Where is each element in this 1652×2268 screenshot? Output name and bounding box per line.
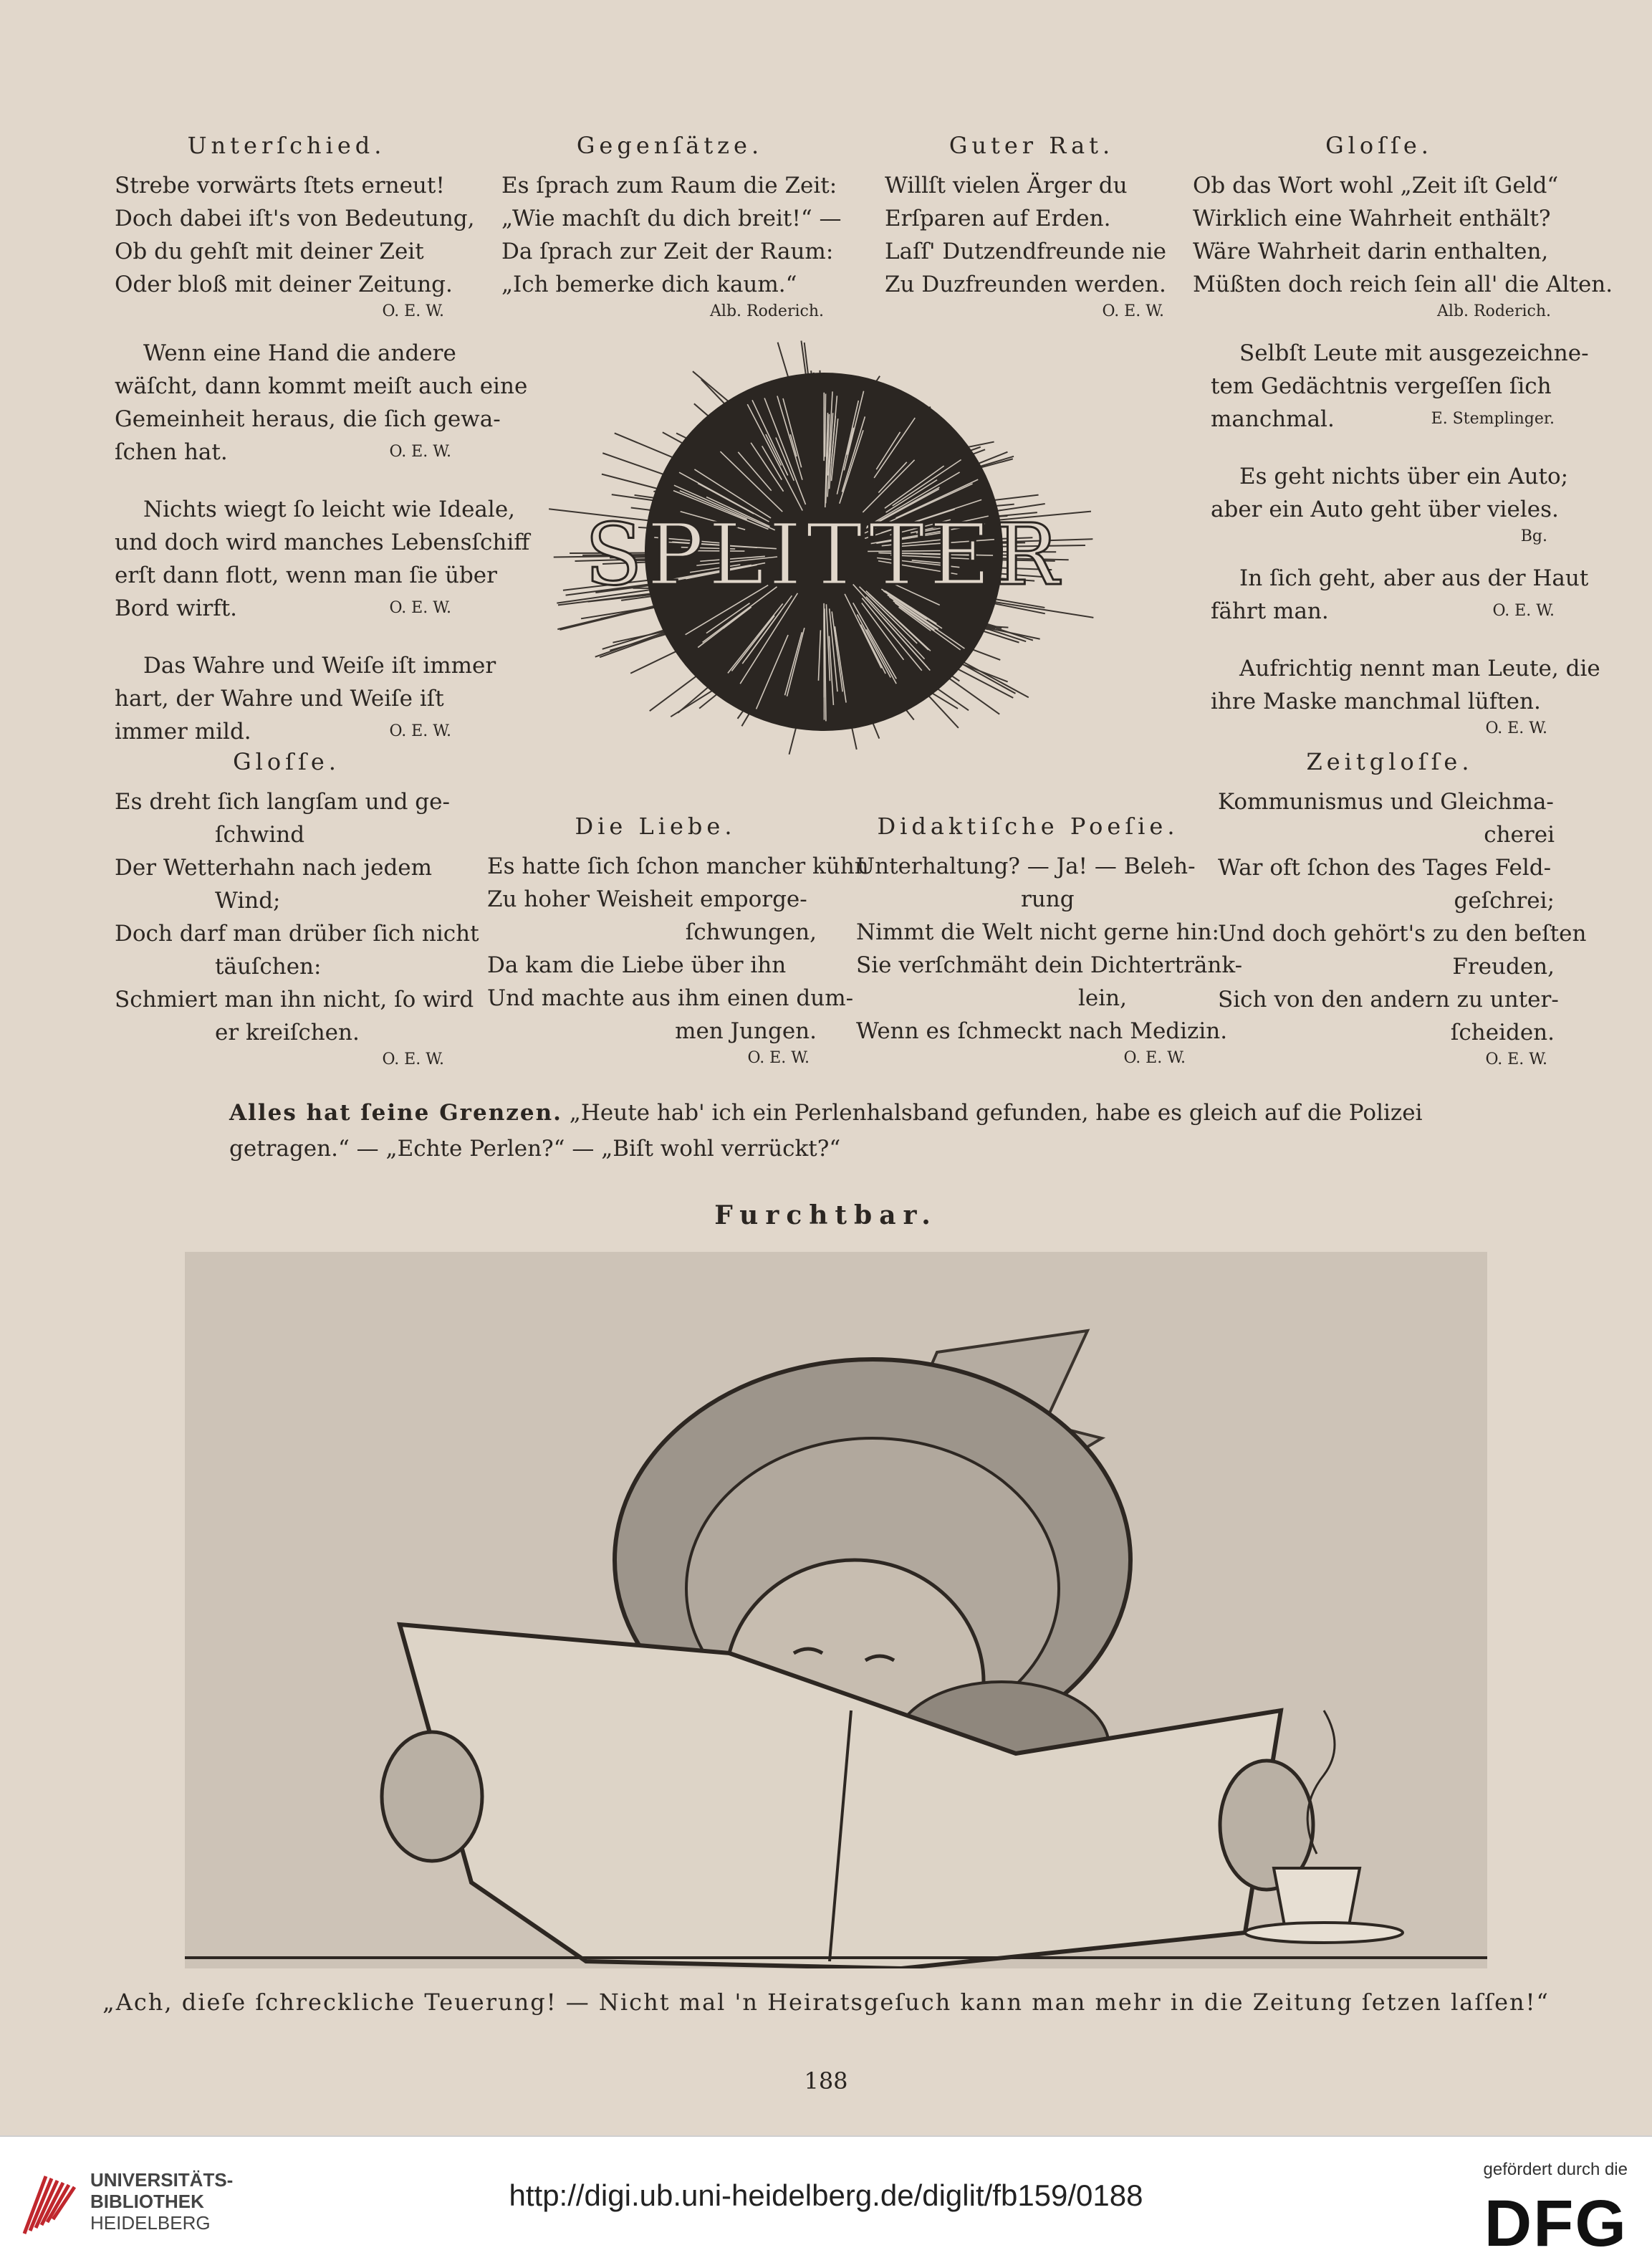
source-url-link[interactable]: http://digi.ub.uni-heidelberg.de/diglit/fb159/0188 [0,2178,1652,2213]
dfg-logo: DFG [1484,2191,1628,2257]
poem-line: „Wie machſt du dich breit!“ — [501,202,838,235]
library-name-line: HEIDELBERG [90,2212,233,2234]
poem-zeitglosse [1218,745,1562,1071]
poem-line: Ob du gehſt mit deiner Zeit [115,235,458,268]
aphorism-line: Nichts wiegt ſo leicht wie Ideale, [115,493,473,526]
aphorism-line: tem Gedächtnis vergeſſen ſich [1211,370,1562,403]
poem-line: Der Wetterhahn nach jedem [115,851,458,884]
aphorism [115,337,473,469]
aphorism-signature: Bg. [1211,526,1562,547]
poem-line: Nimmt die Welt nicht gerne hin: [856,916,1200,949]
poem-signature: O. E. W. [1218,1049,1562,1071]
poem-line: Wenn es ſchmeckt nach Medizin. [856,1015,1200,1048]
poem-line: Und doch gehört's zu den beſten [1218,917,1562,950]
poem-line: Kommunismus und Gleichma- [1218,785,1562,818]
splitter-title: SPLITTER [585,505,1063,604]
poem-line: cherei [1218,818,1562,851]
aphorism [1211,337,1562,436]
poem-line: Willſt vielen Ärger du [885,169,1178,202]
aphorism [1211,460,1562,547]
anecdote-heading: Alles hat ſeine Grenzen. [229,1100,562,1126]
poem-line: Zu hoher Weisheit emporge- [487,883,824,916]
aphorism-line: Selbſt Leute mit ausgezeichne- [1211,337,1562,370]
poem-signature: O. E. W. [856,1048,1200,1069]
aphorism-signature: O. E. W. [1211,718,1562,740]
library-name-line: UNIVERSITÄTS- [90,2169,233,2191]
aphorism-signature: O. E. W. [389,715,473,748]
poem-unterschied [115,129,458,322]
aphorism-line: hart, der Wahre und Weiſe iſt [115,682,473,715]
poem-line: ſchwind [115,818,458,851]
poem-line: Wäre Wahrheit darin enthalten, [1193,235,1565,268]
poem-line: Erſparen auf Erden. [885,202,1178,235]
poem-line: Sie verſchmäht dein Dichtertränk- [856,949,1200,982]
poem-title: Zeitgloſſe. [1218,745,1562,778]
poem-line: täuſchen: [115,950,458,983]
aphorism-line: Bord wirft. [115,592,237,625]
aphorism-line: erſt dann flott, wenn man ſie über [115,559,473,592]
funded-by-label: gefördert durch die [1484,2160,1628,2180]
aphorism-signature: E. Stemplinger. [1431,403,1562,436]
poem-line: Da ſprach zur Zeit der Raum: [501,235,838,268]
cartoon-title: Furchtbar. [0,1200,1652,1230]
aphorism [115,649,473,748]
aphorism [1211,652,1562,740]
cartoon-illustration [185,1252,1487,1968]
poem-line: er kreiſchen. [115,1016,458,1049]
poem-line: Doch dabei iſt's von Bedeutung, [115,202,458,235]
aphorism-line: ihre Maske manchmal lüften. [1211,685,1562,718]
poem-line: Laſſ' Dutzendfreunde nie [885,235,1178,268]
poem-title: Didaktiſche Poeſie. [856,810,1200,843]
aphorism [1211,562,1562,628]
poem-line: Freuden, [1218,950,1562,983]
poem-guter-rat [885,129,1178,322]
cartoon-caption: „Ach, dieſe ſchreckliche Teuerung! — Nicht mal 'n Heiratsgeſuch kann man mehr in die Zeitung ſetzen laſſen!“ [0,1989,1652,2016]
poem-line: men Jungen. [487,1015,824,1048]
anecdote-text: „Heute hab' ich ein Perlenhalsband gefunden, habe es gleich auf die Polizei getragen.“ — „Echte Perlen?“ — „Biſt wohl verrückt?“ [229,1100,1423,1162]
left-aphorisms [115,337,473,748]
poem-line: geſchrei; [1218,884,1562,917]
poem-title: Gloſſe. [115,745,458,778]
poem-line: Und machte aus ihm einen dum- [487,982,824,1015]
aphorism-line: Wenn eine Hand die andere [115,337,473,370]
library-name-line: BIBLIOTHEK [90,2191,233,2212]
poem-die-liebe [487,810,824,1069]
poem-line: Es ſprach zum Raum die Zeit: [501,169,838,202]
poem-line: Schmiert man ihn nicht, ſo wird [115,983,458,1016]
poem-line: Strebe vorwärts ſtets erneut! [115,169,458,202]
page-number: 188 [0,2067,1652,2095]
poem-title: Guter Rat. [885,129,1178,162]
poem-didaktische-poesie [856,810,1200,1069]
poem-signature: Alb. Roderich. [1193,301,1565,322]
poem-line: Unterhaltung? — Ja! — Beleh- [856,850,1200,883]
poem-line: „Ich bemerke dich kaum.“ [501,268,838,301]
right-aphorisms [1211,337,1562,740]
poem-line: Zu Duzfreunden werden. [885,268,1178,301]
poem-signature: O. E. W. [115,301,458,322]
poem-line: Es hatte ſich ſchon mancher kühn [487,850,824,883]
poem-title: Die Liebe. [487,810,824,843]
poem-line: Ob das Wort wohl „Zeit iſt Geld“ [1193,169,1565,202]
poem-title: Unterſchied. [115,129,458,162]
poem-line: Wind; [115,884,458,917]
poem-line: Sich von den andern zu unter- [1218,983,1562,1016]
poem-line: lein, [856,982,1200,1015]
poem-signature: O. E. W. [115,1049,458,1071]
poem-signature: O. E. W. [487,1048,824,1069]
aphorism-line: wäſcht, dann kommt meiſt auch eine [115,370,473,403]
poem-line: Da kam die Liebe über ihn [487,949,824,982]
footer-bar [0,2135,1652,2268]
aphorism-line: manchmal. [1211,403,1335,436]
aphorism-line: aber ein Auto geht über vieles. [1211,493,1562,526]
poem-signature: O. E. W. [885,301,1178,322]
poem-line: Wirklich eine Wahrheit enthält? [1193,202,1565,235]
aphorism-signature: O. E. W. [1492,595,1562,628]
poem-title: Gegenſätze. [501,129,838,162]
poem-glosse-top [1193,129,1565,322]
cartoon-drawing [185,1252,1487,1968]
aphorism-line: und doch wird manches Lebensſchiff [115,526,473,559]
poem-line: rung [856,883,1200,916]
aphorism-line: Gemeinheit heraus, die ſich gewa- [115,403,473,436]
poem-line: Müßten doch reich ſein all' die Alten. [1193,268,1565,301]
poem-line: Es dreht ſich langſam und ge- [115,785,458,818]
splitter-emblem [530,337,1118,767]
aphorism-line: immer mild. [115,715,251,748]
poem-line: ſcheiden. [1218,1016,1562,1049]
anecdote-grenzen [229,1095,1447,1167]
poem-signature: Alb. Roderich. [501,301,838,322]
poem-line: ſchwungen, [487,916,824,949]
poem-gegensaetze [501,129,838,322]
aphorism-line: fährt man. [1211,595,1329,628]
aphorism-signature: O. E. W. [389,436,473,469]
aphorism-line: Es geht nichts über ein Auto; [1211,460,1562,493]
poem-title: Gloſſe. [1193,129,1565,162]
aphorism-signature: O. E. W. [389,592,473,625]
aphorism-line: Das Wahre und Weiſe iſt immer [115,649,473,682]
aphorism [115,493,473,625]
poem-line: Oder bloß mit deiner Zeitung. [115,268,458,301]
aphorism-line: ſchen hat. [115,436,228,469]
poem-glosse-bottom [115,745,458,1071]
poem-line: Doch darf man drüber ſich nicht [115,917,458,950]
poem-line: War oft ſchon des Tages Feld- [1218,851,1562,884]
aphorism-line: In ſich geht, aber aus der Haut [1211,562,1562,595]
aphorism-line: Aufrichtig nennt man Leute, die [1211,652,1562,685]
